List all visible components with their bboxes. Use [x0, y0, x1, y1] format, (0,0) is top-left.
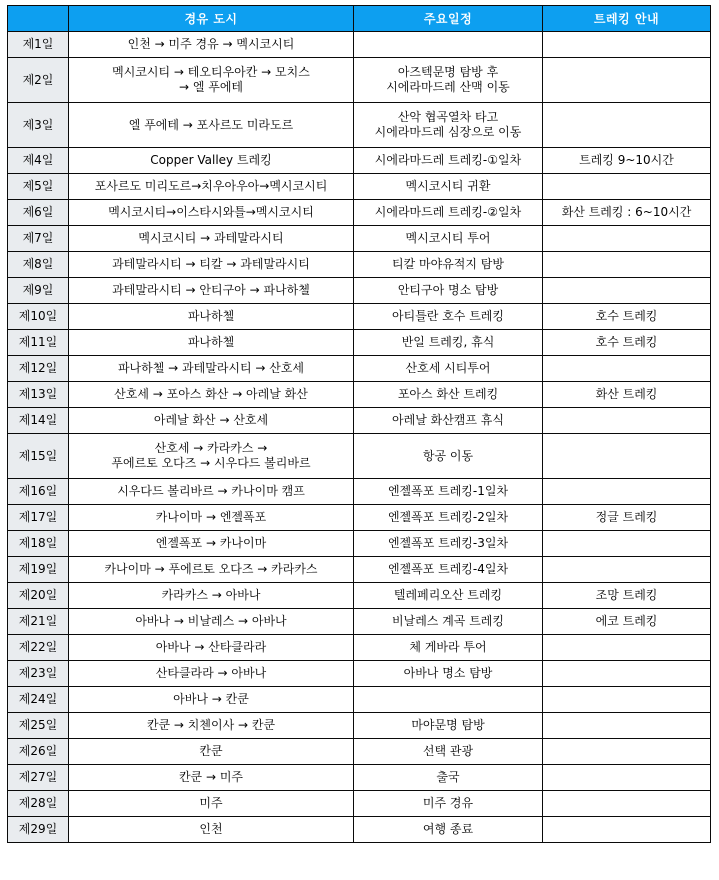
route-cell: 미주	[69, 791, 354, 817]
table-row	[8, 200, 711, 226]
day-cell: 제15일	[8, 434, 69, 479]
day-cell: 제9일	[8, 278, 69, 304]
plan-cell	[354, 687, 543, 713]
day-cell: 제24일	[8, 687, 69, 713]
plan-cell	[354, 32, 543, 58]
plan-cell: 포아스 화산 트레킹	[354, 382, 543, 408]
table-row	[8, 557, 711, 583]
route-cell: 파나하첼 → 과테말라시티 → 산호세	[69, 356, 354, 382]
plan-cell: 여행 종료	[354, 817, 543, 843]
table-row	[8, 583, 711, 609]
day-cell: 제4일	[8, 148, 69, 174]
plan-cell: 산악 협곡열차 타고 시에라마드레 심장으로 이동	[354, 103, 543, 148]
route-cell: 파나하첼	[69, 304, 354, 330]
route-cell: 산호세 → 포아스 화산 → 아레날 화산	[69, 382, 354, 408]
itinerary-wrapper	[7, 5, 711, 843]
route-cell: 산타클라라 → 아바나	[69, 661, 354, 687]
route-cell: 아레날 화산 → 산호세	[69, 408, 354, 434]
day-cell: 제21일	[8, 609, 69, 635]
day-cell: 제10일	[8, 304, 69, 330]
day-cell: 제2일	[8, 58, 69, 103]
trek-cell	[543, 434, 711, 479]
route-cell: 과테말라시티 → 안티구아 → 파나하첼	[69, 278, 354, 304]
trek-cell	[543, 765, 711, 791]
trek-cell	[543, 817, 711, 843]
day-cell: 제22일	[8, 635, 69, 661]
table-row	[8, 408, 711, 434]
table-row	[8, 479, 711, 505]
plan-cell: 시에라마드레 트레킹-②일차	[354, 200, 543, 226]
route-cell: 멕시코시티 → 과테말라시티	[69, 226, 354, 252]
plan-cell: 엔젤폭포 트레킹-4일차	[354, 557, 543, 583]
day-cell: 제27일	[8, 765, 69, 791]
table-row	[8, 791, 711, 817]
day-cell: 제20일	[8, 583, 69, 609]
table-row	[8, 687, 711, 713]
day-cell: 제18일	[8, 531, 69, 557]
table-row	[8, 765, 711, 791]
header-trek: 트레킹 안내	[543, 6, 711, 32]
trek-cell	[543, 479, 711, 505]
route-cell: Copper Valley 트레킹	[69, 148, 354, 174]
trek-cell: 화산 트레킹	[543, 382, 711, 408]
plan-cell: 항공 이동	[354, 434, 543, 479]
table-row	[8, 635, 711, 661]
table-row	[8, 739, 711, 765]
trek-cell: 정글 트레킹	[543, 505, 711, 531]
trek-cell	[543, 661, 711, 687]
day-cell: 제12일	[8, 356, 69, 382]
day-cell: 제17일	[8, 505, 69, 531]
trek-cell	[543, 557, 711, 583]
trek-cell: 호수 트레킹	[543, 330, 711, 356]
day-cell: 제16일	[8, 479, 69, 505]
plan-cell: 선택 관광	[354, 739, 543, 765]
day-cell: 제14일	[8, 408, 69, 434]
plan-cell: 아즈텍문명 탐방 후 시에라마드레 산맥 이동	[354, 58, 543, 103]
plan-cell: 비날레스 계곡 트레킹	[354, 609, 543, 635]
route-cell: 멕시코시티→이스타시와틀→멕시코시티	[69, 200, 354, 226]
day-cell: 제7일	[8, 226, 69, 252]
trek-cell	[543, 226, 711, 252]
trek-cell: 조망 트레킹	[543, 583, 711, 609]
table-row	[8, 661, 711, 687]
plan-cell: 텔레페리오산 트레킹	[354, 583, 543, 609]
itinerary-body	[8, 32, 711, 843]
table-row	[8, 382, 711, 408]
plan-cell: 아바나 명소 탐방	[354, 661, 543, 687]
trek-cell	[543, 635, 711, 661]
route-cell: 엔젤폭포 → 카나이마	[69, 531, 354, 557]
route-cell: 포사르도 미리도르→치우아우아→멕시코시티	[69, 174, 354, 200]
route-cell: 아바나 → 칸쿤	[69, 687, 354, 713]
table-row	[8, 103, 711, 148]
table-row	[8, 148, 711, 174]
route-cell: 아바나 → 비날레스 → 아바나	[69, 609, 354, 635]
day-cell: 제1일	[8, 32, 69, 58]
day-cell: 제26일	[8, 739, 69, 765]
day-cell: 제13일	[8, 382, 69, 408]
table-row	[8, 304, 711, 330]
route-cell: 아바나 → 산타클라라	[69, 635, 354, 661]
plan-cell: 아티틀란 호수 트레킹	[354, 304, 543, 330]
trek-cell	[543, 174, 711, 200]
route-cell: 칸쿤 → 치첸이사 → 칸쿤	[69, 713, 354, 739]
route-cell: 과테말라시티 → 티칼 → 과테말라시티	[69, 252, 354, 278]
plan-cell: 엔젤폭포 트레킹-3일차	[354, 531, 543, 557]
plan-cell: 미주 경유	[354, 791, 543, 817]
trek-cell	[543, 356, 711, 382]
route-cell: 인천	[69, 817, 354, 843]
plan-cell: 반일 트레킹, 휴식	[354, 330, 543, 356]
header-row	[8, 6, 711, 32]
trek-cell	[543, 713, 711, 739]
day-cell: 제8일	[8, 252, 69, 278]
plan-cell: 체 게바라 투어	[354, 635, 543, 661]
trek-cell	[543, 58, 711, 103]
table-row	[8, 278, 711, 304]
route-cell: 칸쿤 → 미주	[69, 765, 354, 791]
route-cell: 파나하첼	[69, 330, 354, 356]
day-cell: 제3일	[8, 103, 69, 148]
plan-cell: 안티구아 명소 탐방	[354, 278, 543, 304]
header-day	[8, 6, 69, 32]
day-cell: 제29일	[8, 817, 69, 843]
plan-cell: 시에라마드레 트레킹-①일차	[354, 148, 543, 174]
trek-cell	[543, 739, 711, 765]
table-row	[8, 32, 711, 58]
table-row	[8, 58, 711, 103]
itinerary-table	[7, 5, 711, 843]
trek-cell: 트레킹 9~10시간	[543, 148, 711, 174]
route-cell: 멕시코시티 → 테오티우아칸 → 모치스 → 엘 푸에테	[69, 58, 354, 103]
plan-cell: 엔젤폭포 트레킹-2일차	[354, 505, 543, 531]
route-cell: 시우다드 볼리바르 → 카나이마 캠프	[69, 479, 354, 505]
trek-cell: 화산 트레킹 : 6~10시간	[543, 200, 711, 226]
trek-cell	[543, 278, 711, 304]
plan-cell: 출국	[354, 765, 543, 791]
route-cell: 칸쿤	[69, 739, 354, 765]
plan-cell: 산호세 시티투어	[354, 356, 543, 382]
trek-cell: 에코 트레킹	[543, 609, 711, 635]
route-cell: 카나이마 → 푸에르토 오다즈 → 카라카스	[69, 557, 354, 583]
route-cell: 인천 → 미주 경유 → 멕시코시티	[69, 32, 354, 58]
day-cell: 제19일	[8, 557, 69, 583]
day-cell: 제25일	[8, 713, 69, 739]
route-cell: 산호세 → 카라카스 → 푸에르토 오다즈 → 시우다드 볼리바르	[69, 434, 354, 479]
day-cell: 제28일	[8, 791, 69, 817]
trek-cell	[543, 408, 711, 434]
trek-cell	[543, 103, 711, 148]
table-row	[8, 226, 711, 252]
plan-cell: 아레날 화산캠프 휴식	[354, 408, 543, 434]
trek-cell	[543, 791, 711, 817]
table-row	[8, 505, 711, 531]
table-row	[8, 531, 711, 557]
day-cell: 제23일	[8, 661, 69, 687]
plan-cell: 티칼 마야유적지 탐방	[354, 252, 543, 278]
plan-cell: 멕시코시티 투어	[354, 226, 543, 252]
table-row	[8, 817, 711, 843]
header-plan: 주요일정	[354, 6, 543, 32]
trek-cell: 호수 트레킹	[543, 304, 711, 330]
day-cell: 제6일	[8, 200, 69, 226]
day-cell: 제5일	[8, 174, 69, 200]
trek-cell	[543, 32, 711, 58]
route-cell: 엘 푸에테 → 포사르도 미라도르	[69, 103, 354, 148]
day-cell: 제11일	[8, 330, 69, 356]
table-row	[8, 252, 711, 278]
route-cell: 카나이마 → 엔젤폭포	[69, 505, 354, 531]
table-row	[8, 174, 711, 200]
trek-cell	[543, 531, 711, 557]
plan-cell: 마야문명 탐방	[354, 713, 543, 739]
table-row	[8, 356, 711, 382]
table-row	[8, 434, 711, 479]
trek-cell	[543, 252, 711, 278]
table-row	[8, 330, 711, 356]
trek-cell	[543, 687, 711, 713]
table-row	[8, 609, 711, 635]
header-route: 경유 도시	[69, 6, 354, 32]
route-cell: 카라카스 → 아바나	[69, 583, 354, 609]
table-row	[8, 713, 711, 739]
plan-cell: 멕시코시티 귀환	[354, 174, 543, 200]
plan-cell: 엔젤폭포 트레킹-1일차	[354, 479, 543, 505]
